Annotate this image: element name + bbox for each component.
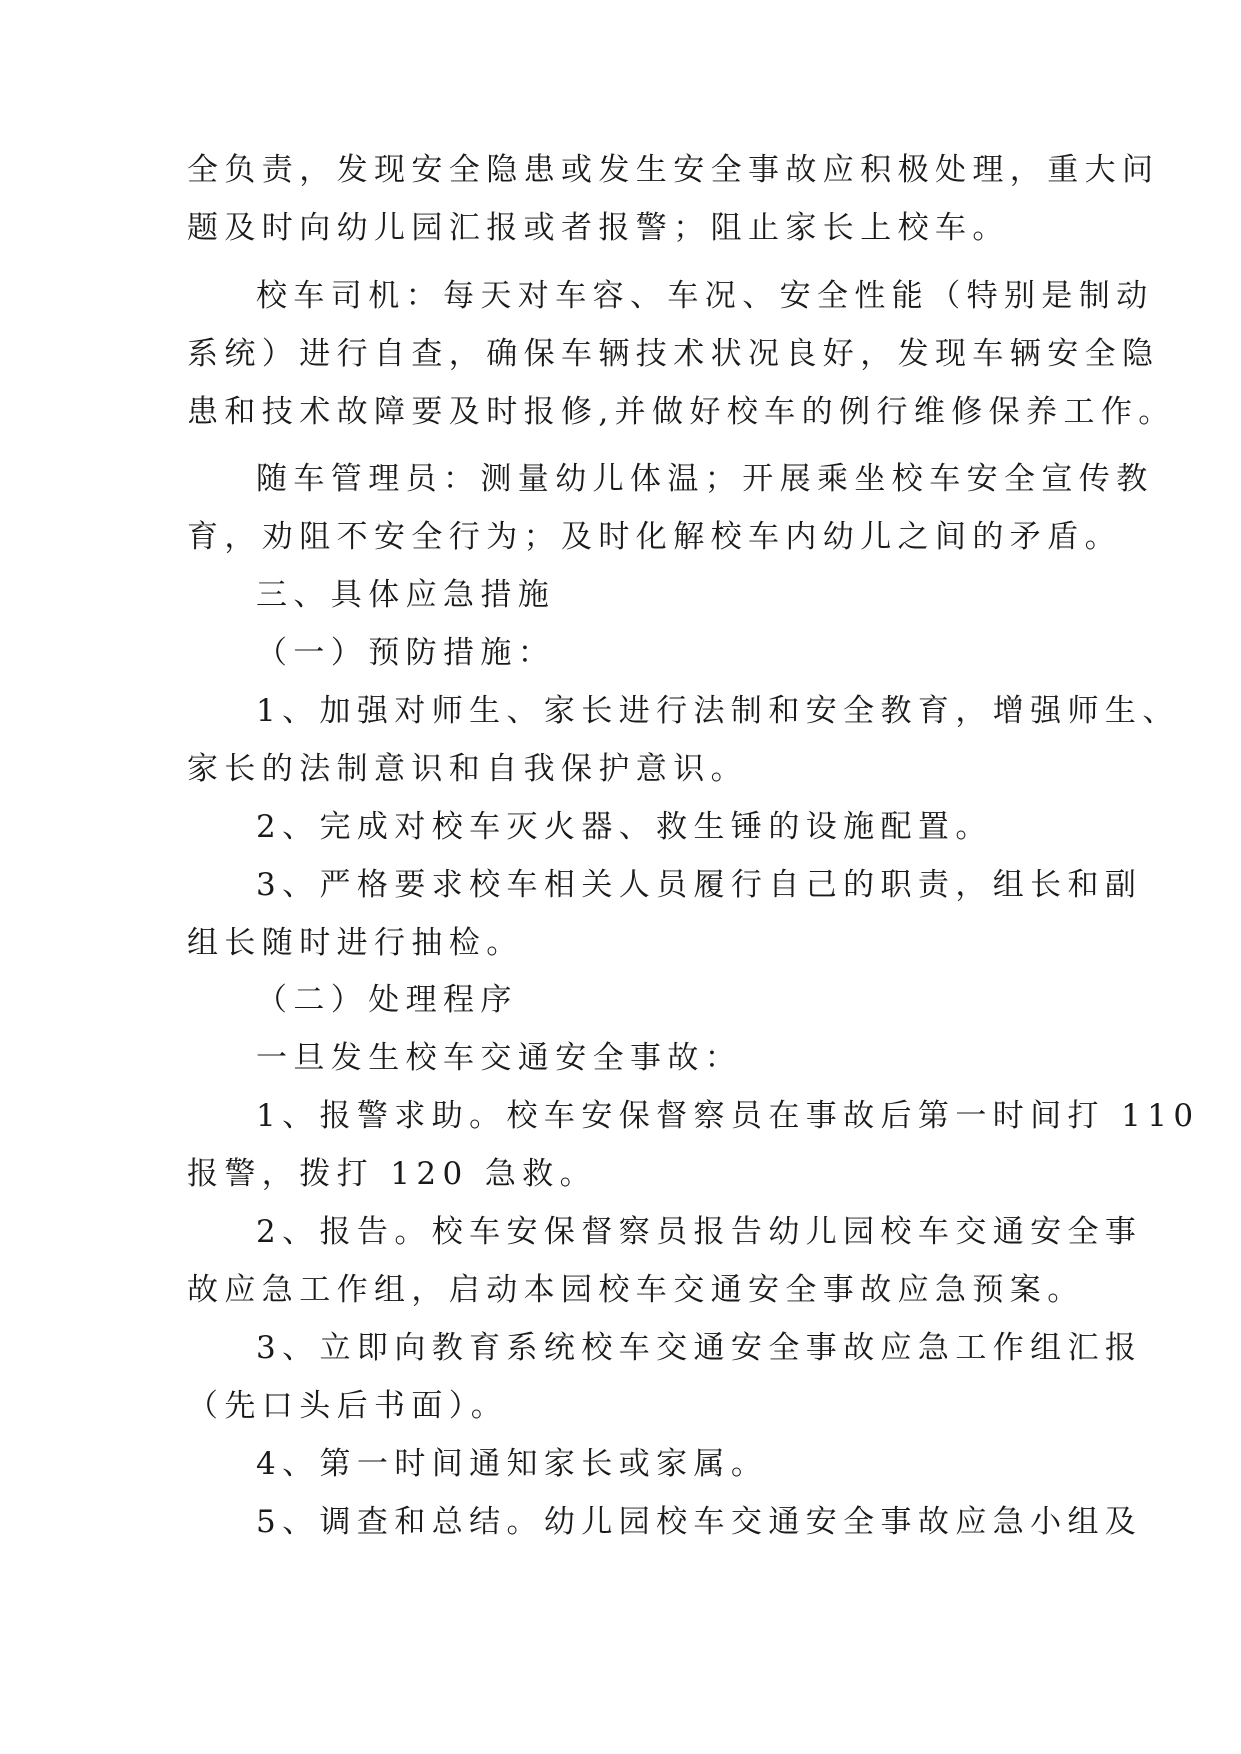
text-line: 育，劝阻不安全行为；及时化解校车内幼儿之间的矛盾。 [187, 519, 1122, 555]
text-line: （先口头后书面）。 [187, 1388, 509, 1424]
section-heading: 三、具体应急措施 [256, 577, 556, 613]
text-line: 故应急工作组，启动本园校车交通安全事故应急预案。 [187, 1272, 1085, 1308]
text-line: 全负责，发现安全隐患或发生安全事故应积极处理，重大问 [187, 152, 1160, 188]
text-line: 题及时向幼儿园汇报或者报警；阻止家长上校车。 [187, 210, 1010, 246]
text-line: 3、立即向教育系统校车交通安全事故应急工作组汇报 [256, 1330, 1143, 1366]
text-line: 报警，拨打 120 急救。 [187, 1156, 598, 1192]
text-line: 系统）进行自查，确保车辆技术状况良好，发现车辆安全隐 [187, 336, 1160, 372]
text-line: 一旦发生校车交通安全事故： [256, 1040, 743, 1076]
text-line: 1、加强对师生、家长进行法制和安全教育，增强师生、 [256, 693, 1180, 729]
text-line: 5、调查和总结。幼儿园校车交通安全事故应急小组及 [256, 1504, 1143, 1540]
text-line: 2、报告。校车安保督察员报告幼儿园校车交通安全事 [256, 1214, 1143, 1250]
subsection-heading: （二）处理程序 [256, 982, 518, 1018]
text-line: 2、完成对校车灭火器、救生锤的设施配置。 [256, 809, 993, 845]
text-line: 1、报警求助。校车安保督察员在事故后第一时间打 110 [256, 1098, 1200, 1134]
text-line: 家长的法制意识和自我保护意识。 [187, 751, 748, 787]
text-line: 3、严格要求校车相关人员履行自己的职责，组长和副 [256, 867, 1143, 903]
text-line: 随车管理员：测量幼儿体温；开展乘坐校车安全宣传教 [256, 461, 1154, 497]
text-line: 组长随时进行抽检。 [187, 925, 524, 961]
text-line: 患和技术故障要及时报修,并做好校车的例行维修保养工作。 [187, 394, 1176, 430]
text-line: 校车司机：每天对车容、车况、安全性能（特别是制动 [256, 278, 1154, 314]
text-line: 4、第一时间通知家长或家属。 [256, 1446, 769, 1482]
subsection-heading: （一）预防措施： [256, 635, 556, 671]
